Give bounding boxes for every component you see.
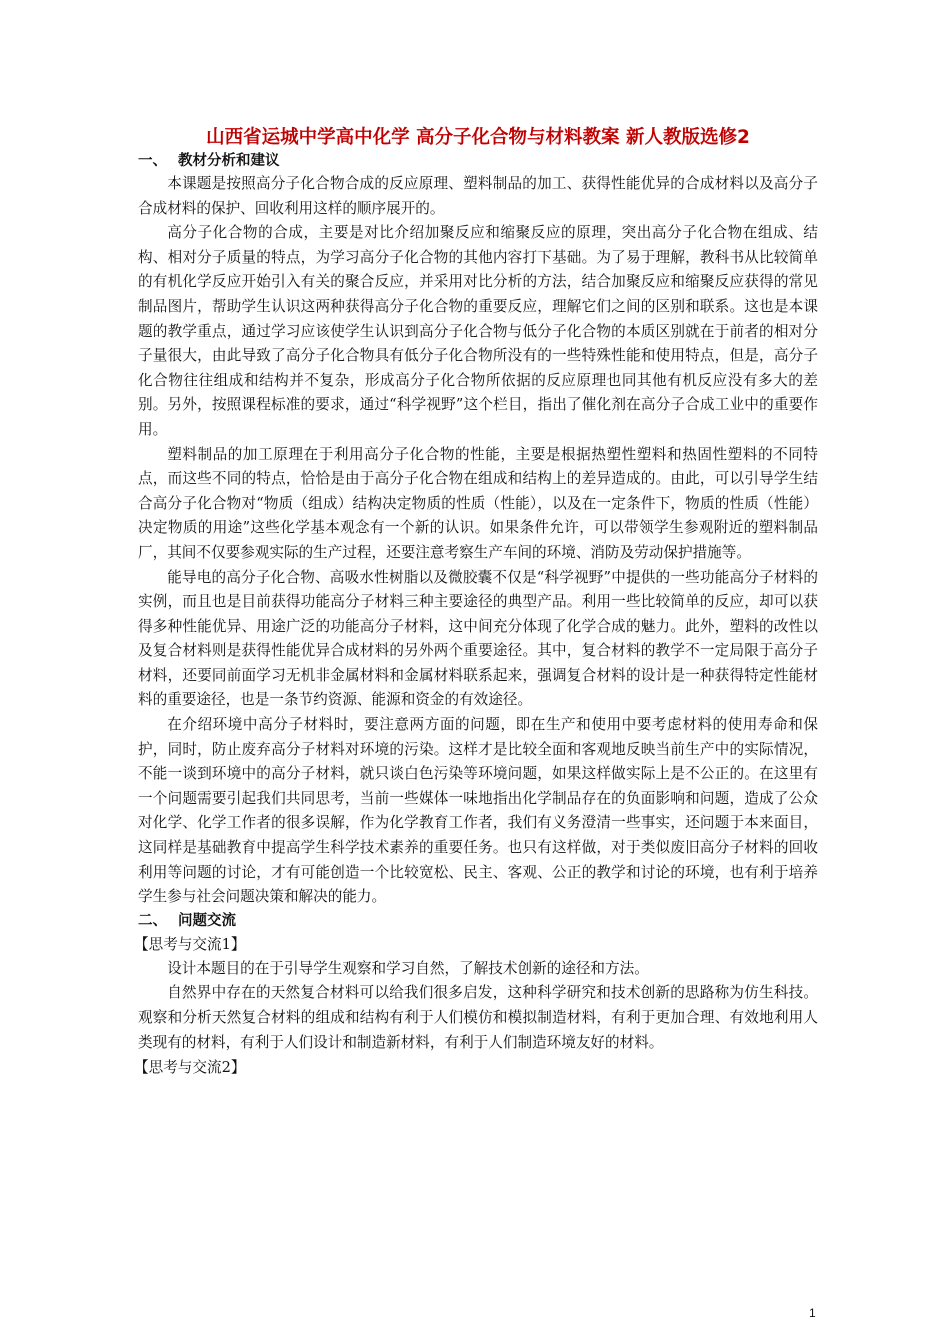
section-heading bbox=[138, 910, 818, 932]
paragraph: 塑料制品的加工原理在于利用高分子化合物的性能，主要是根据热塑性塑料和热固性塑料的不同特点，而这些不同的特点，恰恰是由于高分子化合物在组成和结构上的差异造成的。由此，可以引导学生结合高分子化合物对“物质（组成）结构决定物质的性质（性能），以及在一定条件下，物质的性质（性能）决定物质的用途”这些化学基本观念有一个新的认识。如果条件允许，可以带领学生参观附近的塑料制品厂，其间不仅要参观实际的生产过程，还要注意考察生产车间的环境、消防及劳动保护措施等。 bbox=[138, 445, 818, 561]
paragraph: 本课题是按照高分子化合物合成的反应原理、塑料制品的加工、获得性能优异的合成材料以及高分子合成材料的保护、回收利用这样的顺序展开的。 bbox=[138, 175, 818, 217]
paragraph: 在介绍环境中高分子材料时，要注意两方面的问题，即在生产和使用中要考虑材料的使用寿命和保护，同时，防止废弃高分子材料对环境的污染。这样才是比较全面和客观地反映当前生产中的实际情况，不能一谈到环境中的高分子材料，就只谈白色污染等环境问题，如果这样做实际上是不公正的。在这里有一个问题需要引起我们共同思考，当前一些媒体一味地指出化学制品存在的负面影响和问题，造成了公众对化学、化学工作者的很多误解，作为化学教育工作者，我们有义务澄清一些事实，还问题于本来面目，这同样是基础教育中提高学生科学技术素养的重要任务。也只有这样做，对于类似废旧高分子材料的回收利用等问题的讨论，才有可能创造一个比较宽松、民主、客观、公正的教学和讨论的环境，也有利于培养学生参与社会问题决策和解决的能力。 bbox=[138, 716, 818, 906]
section-title: 教材分析和建议 bbox=[178, 153, 280, 169]
section-heading bbox=[138, 150, 818, 172]
section-number: 二、 bbox=[138, 912, 167, 929]
exchange-label: 【思考与交流1】 bbox=[134, 935, 246, 953]
exchange-label: 【思考与交流2】 bbox=[134, 1059, 246, 1077]
paragraph: 高分子化合物的合成，主要是对比介绍加聚反应和缩聚反应的原理，突出高分子化合物在组成、结构、相对分子质量的特点，为学习高分子化合物的其他内容打下基础。为了易于理解，教科书从比较简单的有机化学反应开始引入有关的聚合反应，并采用对比分析的方法，结合加聚反应和缩聚反应获得的常见制品图片，帮助学生认识这两种获得高分子化合物的重要反应，理解它们之间的区别和联系。这也是本课题的教学重点，通过学习应该使学生认识到高分子化合物与低分子化合物的本质区别就在于前者的相对分子量很大，由此导致了高分子化合物具有低分子化合物所没有的一些特殊性能和使用特点，但是，高分子化合物往往组成和结构并不复杂，形成高分子化合物所依据的反应原理也同其他有机反应没有多大的差别。另外，按照课程标准的要求，通过“科学视野”这个栏目，指出了催化剂在高分子合成工业中的重要作用。 bbox=[138, 224, 818, 438]
paragraph: 自然界中存在的天然复合材料可以给我们很多启发，这种科学研究和技术创新的思路称为仿生科技。观察和分析天然复合材料的组成和结构有利于人们模仿和模拟制造材料，有利于更加合理、有效地利用人类现有的材料，有利于人们设计和制造新材料，有利于人们制造环境友好的材料。 bbox=[138, 984, 818, 1051]
section-number: 一、 bbox=[138, 153, 167, 169]
page-number: 1 bbox=[809, 1306, 816, 1320]
paragraph: 设计本题目的在于引导学生观察和学习自然，了解技术创新的途径和方法。 bbox=[167, 959, 649, 977]
paragraph: 能导电的高分子化合物、高吸水性树脂以及微胶囊不仅是“科学视野”中提供的一些功能高分子材料的实例，而且也是目前获得功能高分子材料三种主要途径的典型产品。利用一些比较简单的反应，却可以获得多种性能优异、用途广泛的功能高分子材料，这中间充分体现了化学合成的魅力。此外，塑料的改性以及复合材料则是获得性能优异合成材料的另外两个重要途径。其中，复合材料的教学不一定局限于高分子材料，还要同前面学习无机非金属材料和金属材料联系起来，强调复合材料的设计是一种获得特定性能材料的重要途径，也是一条节约资源、能源和资金的有效途径。 bbox=[138, 568, 818, 709]
section-title: 问题交流 bbox=[178, 912, 236, 929]
document-body bbox=[134, 150, 818, 1080]
document-title: 山西省运城中学高中化学 高分子化合物与材料教案 新人教版选修2 bbox=[206, 127, 750, 148]
